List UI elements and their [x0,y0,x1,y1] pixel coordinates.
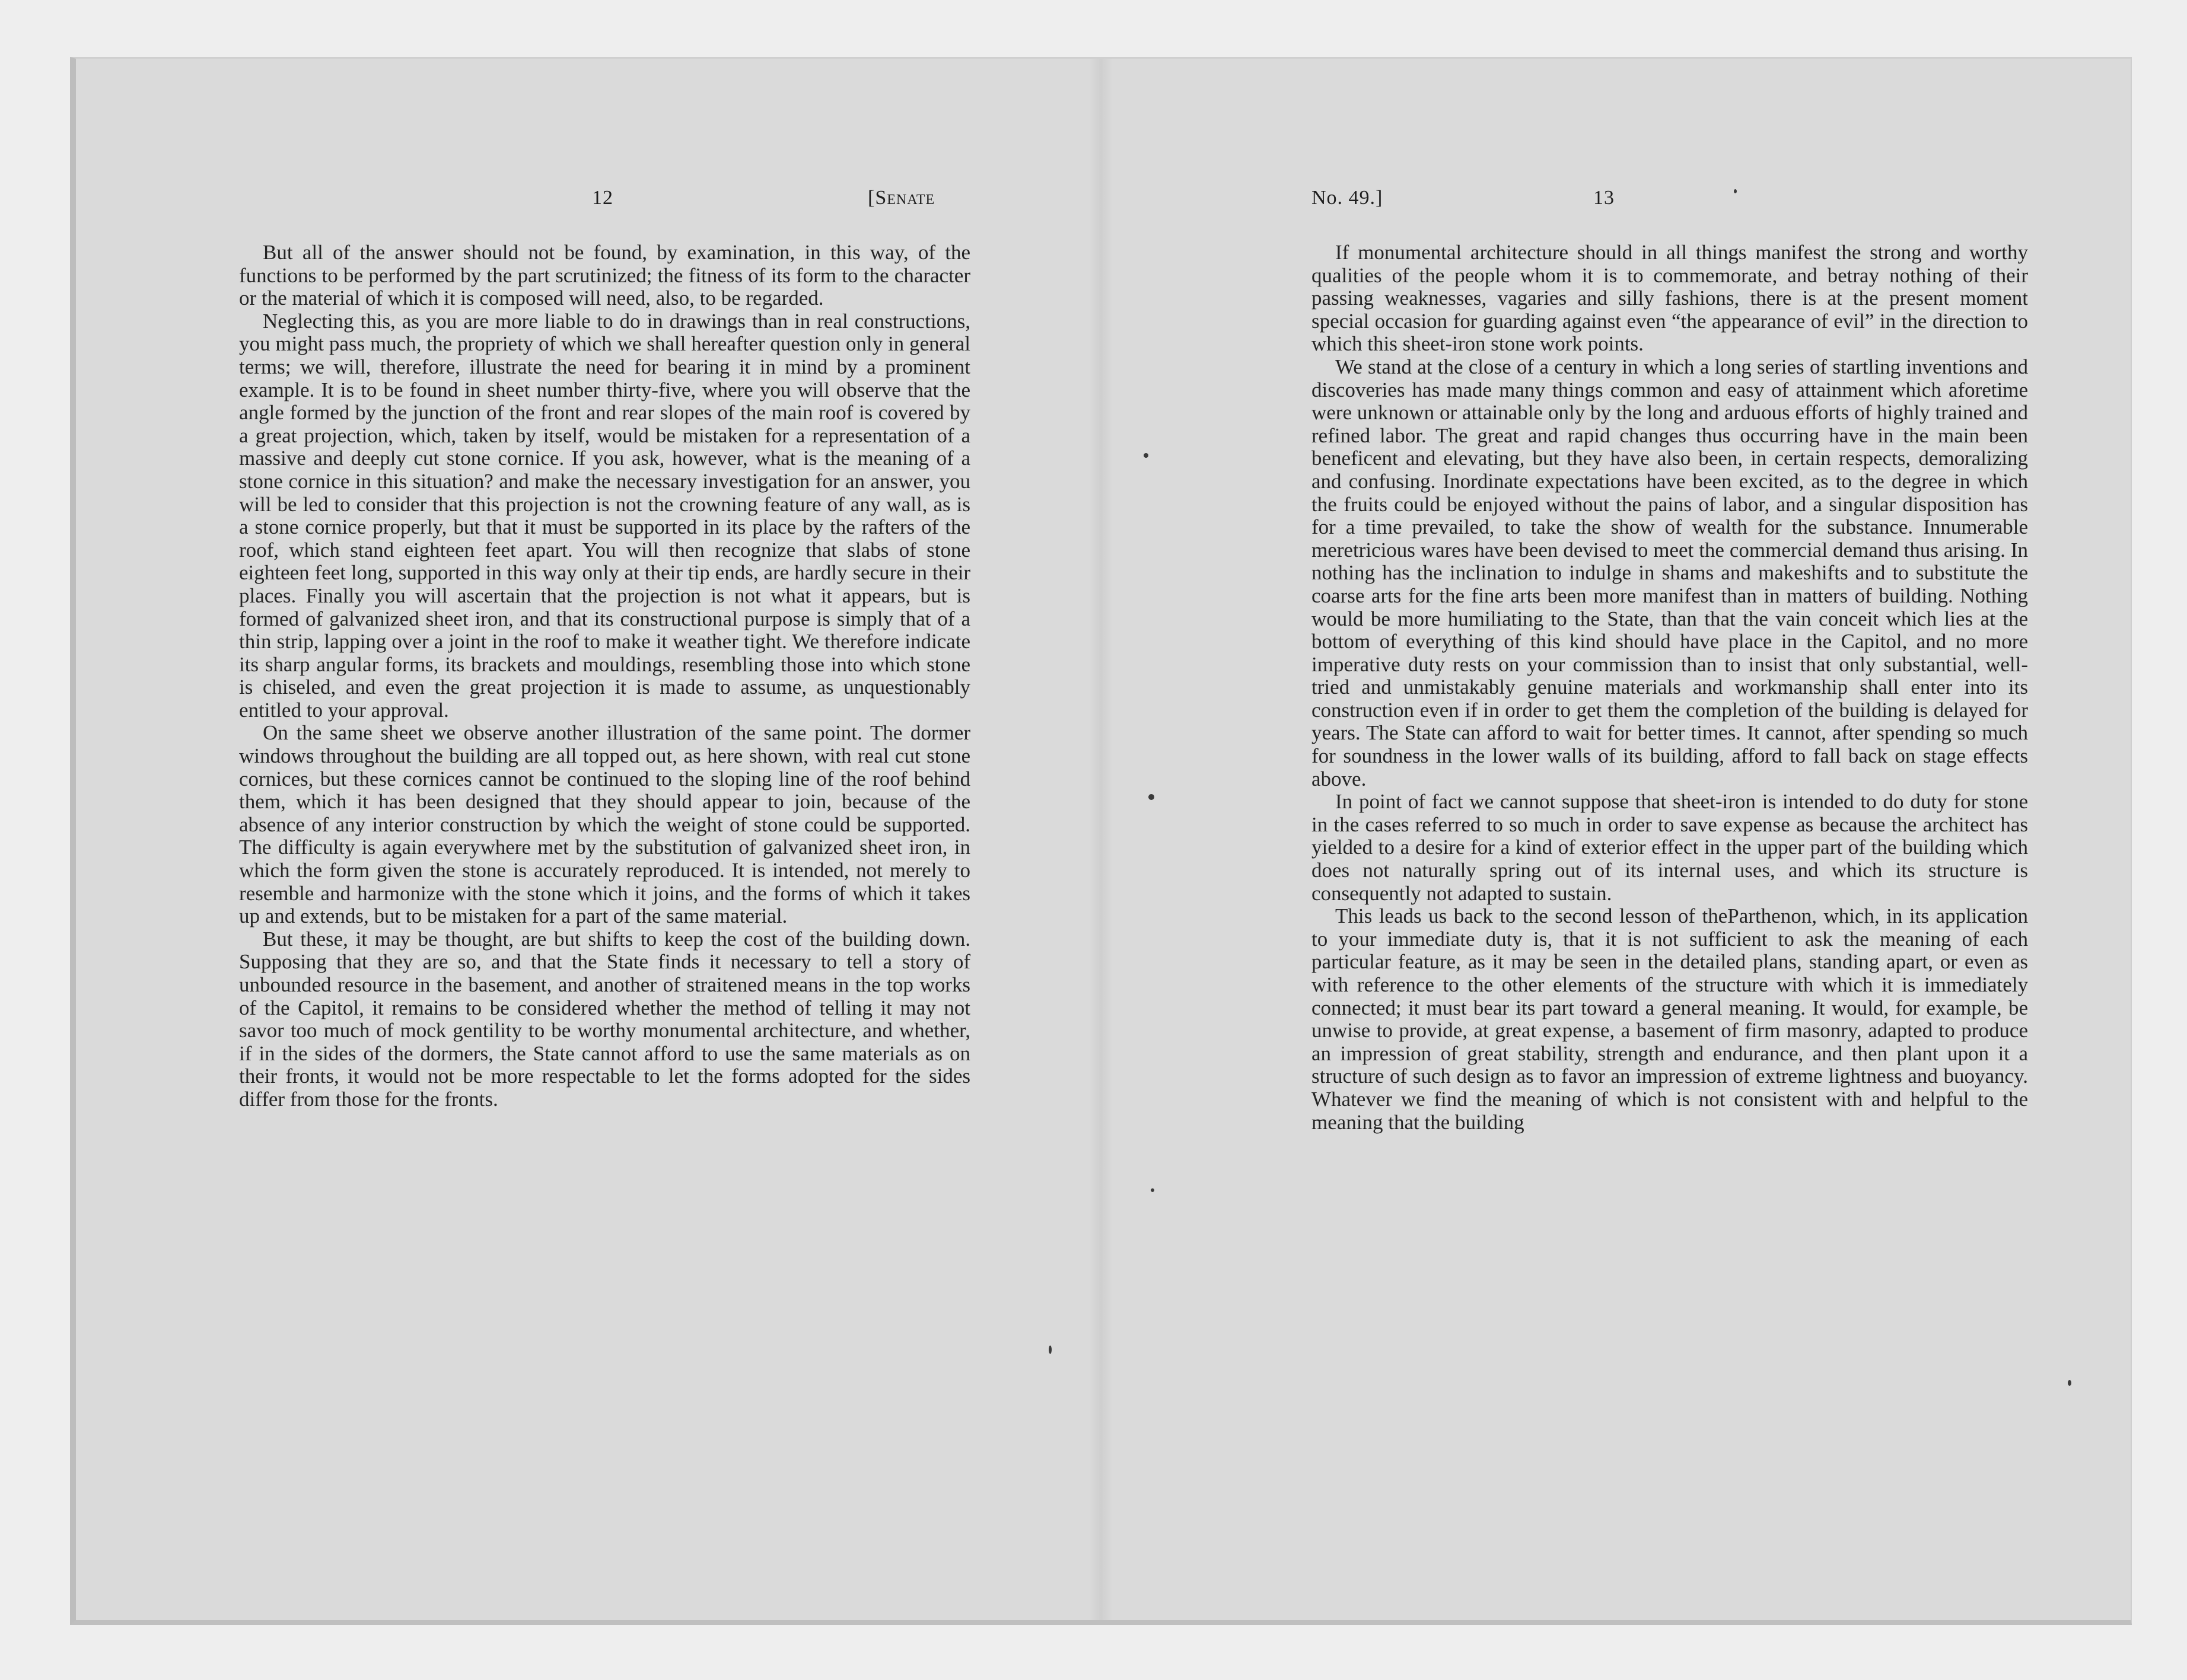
paper-speck [1148,794,1154,800]
book-spread [70,57,2132,1625]
left-page [76,59,1101,1620]
paragraph: On the same sheet we observe another illustration of the same point. The dormer windows throughout the building are all topped out, as here shown, with real cut stone cornices, but these cornices cannot be continued to the sloping line of the roof behind them, which it has been designed that they should appear to join, because of the absence of any interior construction by which the weight of stone could be supported. The difficulty is again everywhere met by the substitution of galvanized sheet iron, in which the form given the stone is accurately reproduced. It is intended, not merely to resemble and harmonize with the stone which it joins, and the forms of which it takes up and extends, but to be mistaken for a part of the same material. [239,721,970,928]
left-page-number: 12 [592,187,613,209]
right-page-body [1311,241,2028,1134]
paragraph: Neglecting this, as you are more liable to do in drawings than in real constructions, you might pass much, the propriety of which we shall hereafter question only in general terms; we will, therefore, illustrate the need for bearing it in mind by a prominent example. It is to be found in sheet number thirty-five, where you will observe that the angle formed by the junction of the front and rear slopes of the main roof is covered by a great projection, which, taken by itself, would be mistaken for a representation of a massive and deeply cut stone cornice. If you ask, however, what is the meaning of a stone cornice in this situation? and make the necessary investigation for an answer, you will be led to consider that this projection is not the crowning feature of any wall, as is a stone cornice properly, but that it must be supported in its place by the rafters of the roof, which stand eighteen feet apart. You will then recognize that slabs of stone eighteen feet long, supported in this way only at their tip ends, are hardly secure in their places. Finally you will ascertain that the projection is not what it appears, but is formed of galvanized sheet iron, and that its constructional purpose is simply that of a thin strip, lapping over a joint in the roof to make it weather tight. We therefore indicate its sharp angular forms, its brackets and mouldings, resembling those into which stone is chiseled, and even the great projection it is made to assume, as unquestionably entitled to your approval. [239,309,970,722]
paper-speck [1144,453,1148,458]
paragraph: If monumental architecture should in all things manifest the strong and worthy qualities of the people whom it is to commemorate, and betray nothing of their passing weaknesses, vagaries and silly fashions, there is at the present moment special occasion for guarding against even “the appearance of evil” in the direction to which this sheet-iron stone work points. [1311,241,2028,356]
paragraph: This leads us back to the second lesson of theParthenon, which, in its application to your immediate duty is, that it is not sufficient to ask the meaning of each particular feature, as it may be seen in the detailed plans, standing apart, or even as with reference to the other elements of the structure with which it is immediately connected; it must bear its part toward a general meaning. It would, for example, be unwise to provide, at great expense, a basement of firm masonry, adapted to produce an impression of great stability, strength and endurance, and then plant upon it a structure of such design as to favor an impression of extreme lightness and buoyancy. Whatever we find the meaning of which is not consistent with and helpful to the meaning that the building [1311,904,2028,1134]
paragraph: But all of the answer should not be found, by examination, in this way, of the functions to be performed by the part scrutinized; the fitness of its form to the character or the material of which it is composed will need, also, to be regarded. [239,241,970,310]
paper-speck [1049,1346,1052,1354]
document-number: No. 49.] [1311,187,1383,209]
paragraph: But these, it may be thought, are but shifts to keep the cost of the building down. Supposing that they are so, and that the State finds it necessary to tell a story of unbounded resource in the basement, and another of straitened means in the top works of the Capitol, it remains to be considered whether the method of telling it may not savor too much of mock gentility to be worthy monumental architecture, and whether, if in the sides of the dormers, the State cannot afford to use the same materials as on their fronts, it would not be more respectable to let the forms adopted for the sides differ from those for the fronts. [239,927,970,1111]
paper-speck [1734,189,1737,193]
right-page-number: 13 [1593,187,1615,209]
paper-speck [1151,1188,1154,1192]
left-running-title [868,187,935,209]
right-page [1101,59,2137,1620]
paper-speck [2068,1380,2071,1386]
left-page-body [239,241,970,1111]
paragraph: In point of fact we cannot suppose that sheet-iron is intended to do duty for stone in the cases referred to so much in order to save expense as because the architect has yielded to a desire for a kind of exterior effect in the upper part of the building which does not naturally spring out of its internal uses, and which its structure is consequently not adapted to sustain. [1311,790,2028,905]
paragraph: We stand at the close of a century in which a long series of startling inventions and discoveries has made many things common and easy of attainment which aforetime were unknown or attainable only by the long and arduous efforts of highly trained and refined labor. The great and rapid changes thus occurring have in the main been beneficent and elevating, but they have also been, in certain respects, demoralizing and confusing. Inordinate expectations have been excited, as to the degree in which the fruits could be enjoyed without the pains of labor, and a singular disposition has for a time prevailed, to take the show of wealth for the substance. Innumerable meretricious wares have been devised to meet the commercial demand thus arising. In nothing has the inclination to indulge in shams and makeshifts and to substitute the coarse arts for the fine arts been more manifest than in matters of building. Nothing would be more humiliating to the State, than that the vain conceit which lies at the bottom of everything of this kind should have place in the Capitol, and no more imperative duty rests on your commission than to insist that only substantial, well-tried and unmistakably genuine materials and workmanship shall enter into its construction even if in order to get them the completion of the building is delayed for years. The State can afford to wait for better times. It cannot, after spending so much for soundness in the lower walls of its building, afford to fall back on stage effects above. [1311,355,2028,790]
running-title-text: [Senate [868,187,935,209]
